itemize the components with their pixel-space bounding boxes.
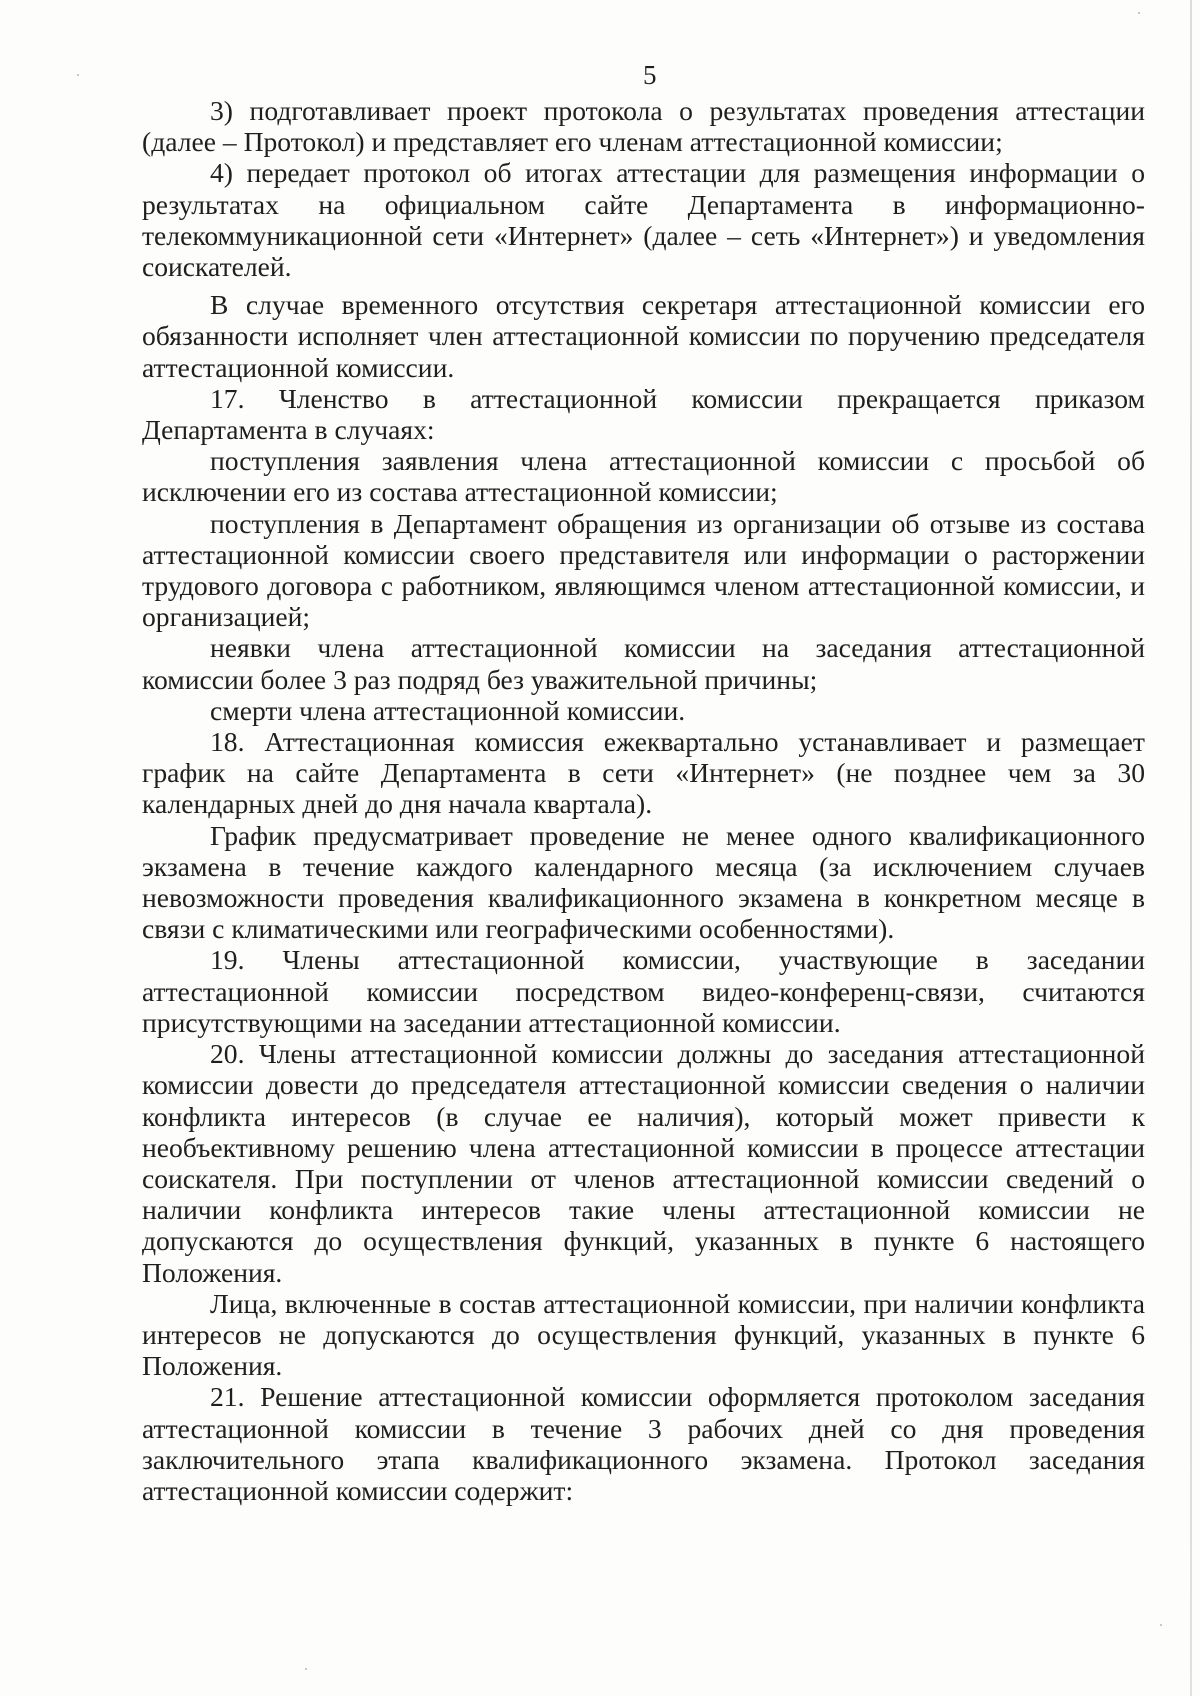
- paragraph-17-case-death: смерти члена аттестационной комиссии.: [210, 694, 686, 726]
- paragraph-20: 20. Члены аттестационной комиссии должны до заседания аттестационной комиссии довести до председателя аттестационной комиссии сведения о наличии конфликта интересов (в случае ее наличия), который может привести к необъективному решению члена аттестационной комиссии в процессе аттестации соискателя. При поступлении от членов аттестационной комиссии сведений о наличии конфликта интересов такие члены аттестационной комиссии не допускаются до осуществления функций, указанных в пункте 6 настоящего Положения.: [142, 1038, 1145, 1288]
- paragraph-item-3: 3) подготавливает проект протокола о результатах проведения аттестации (далее – Протокол) и представляет его членам аттестационной комиссии;: [142, 95, 1145, 158]
- page-number: 5: [643, 60, 657, 90]
- scan-edge-line: [1190, 0, 1192, 1696]
- paragraph-17-case-organization: поступления в Департамент обращения из организации об отзыве из состава аттестационной комиссии своего представителя или информации о расторжении трудового договора с работником, являющимся членом аттестационной комиссии, и организацией;: [142, 507, 1145, 633]
- scan-speck: [1138, 12, 1140, 14]
- paragraph-20-conflict: Лица, включенные в состав аттестационной комиссии, при наличии конфликта интересов не допускаются до осуществления функций, указанных в пункте 6 Положения.: [142, 1287, 1145, 1382]
- paragraph-item-4: 4) передает протокол об итогах аттестации для размещения информации о результатах на официальном сайте Департамента в информационно-телекоммуникационной сети «Интернет» (далее – сеть «Интернет») и уведомления соискателей.: [142, 157, 1145, 283]
- scan-speck: [77, 74, 79, 76]
- scan-speck: [305, 1668, 307, 1670]
- scan-speck: [860, 297, 861, 298]
- paragraph-19: 19. Члены аттестационной комиссии, участвующие в заседании аттестационной комиссии посредством видео-конференц-связи, считаются присутствующими на заседании аттестационной комиссии.: [142, 944, 1145, 1038]
- paragraph-18: 18. Аттестационная комиссия ежеквартально устанавливает и размещает график на сайте Департамента в сети «Интернет» (не позднее чем за 30 календарных дней до дня начала квартала).: [142, 726, 1145, 820]
- scan-speck: [1160, 1624, 1162, 1626]
- paragraph-17-case-application: поступления заявления члена аттестационной комиссии с просьбой об исключении его из состава аттестационной комиссии;: [142, 445, 1145, 508]
- paragraph-18-schedule: График предусматривает проведение не менее одного квалификационного экзамена в течение каждого календарного месяца (за исключением случаев невозможности проведения квалификационного экзамена в конкретном месяце в связи с климатическими или географическими особенностями).: [142, 819, 1145, 945]
- document-body: [142, 95, 1145, 1506]
- paragraph-secretary-absence: В случае временного отсутствия секретаря аттестационной комиссии его обязанности исполняет член аттестационной комиссии по поручению председателя аттестационной комиссии.: [142, 289, 1145, 383]
- paragraph-17: 17. Членство в аттестационной комиссии прекращается приказом Департамента в случаях:: [142, 382, 1145, 446]
- paragraph-21: 21. Решение аттестационной комиссии оформляется протоколом заседания аттестационной комиссии в течение 3 рабочих дней со дня проведения заключительного этапа квалификационного экзамена. Протокол заседания аттестационной комиссии содержит:: [142, 1381, 1145, 1506]
- paragraph-17-case-absence: неявки члена аттестационной комиссии на заседания аттестационной комиссии более 3 раз подряд без уважительной причины;: [142, 632, 1145, 695]
